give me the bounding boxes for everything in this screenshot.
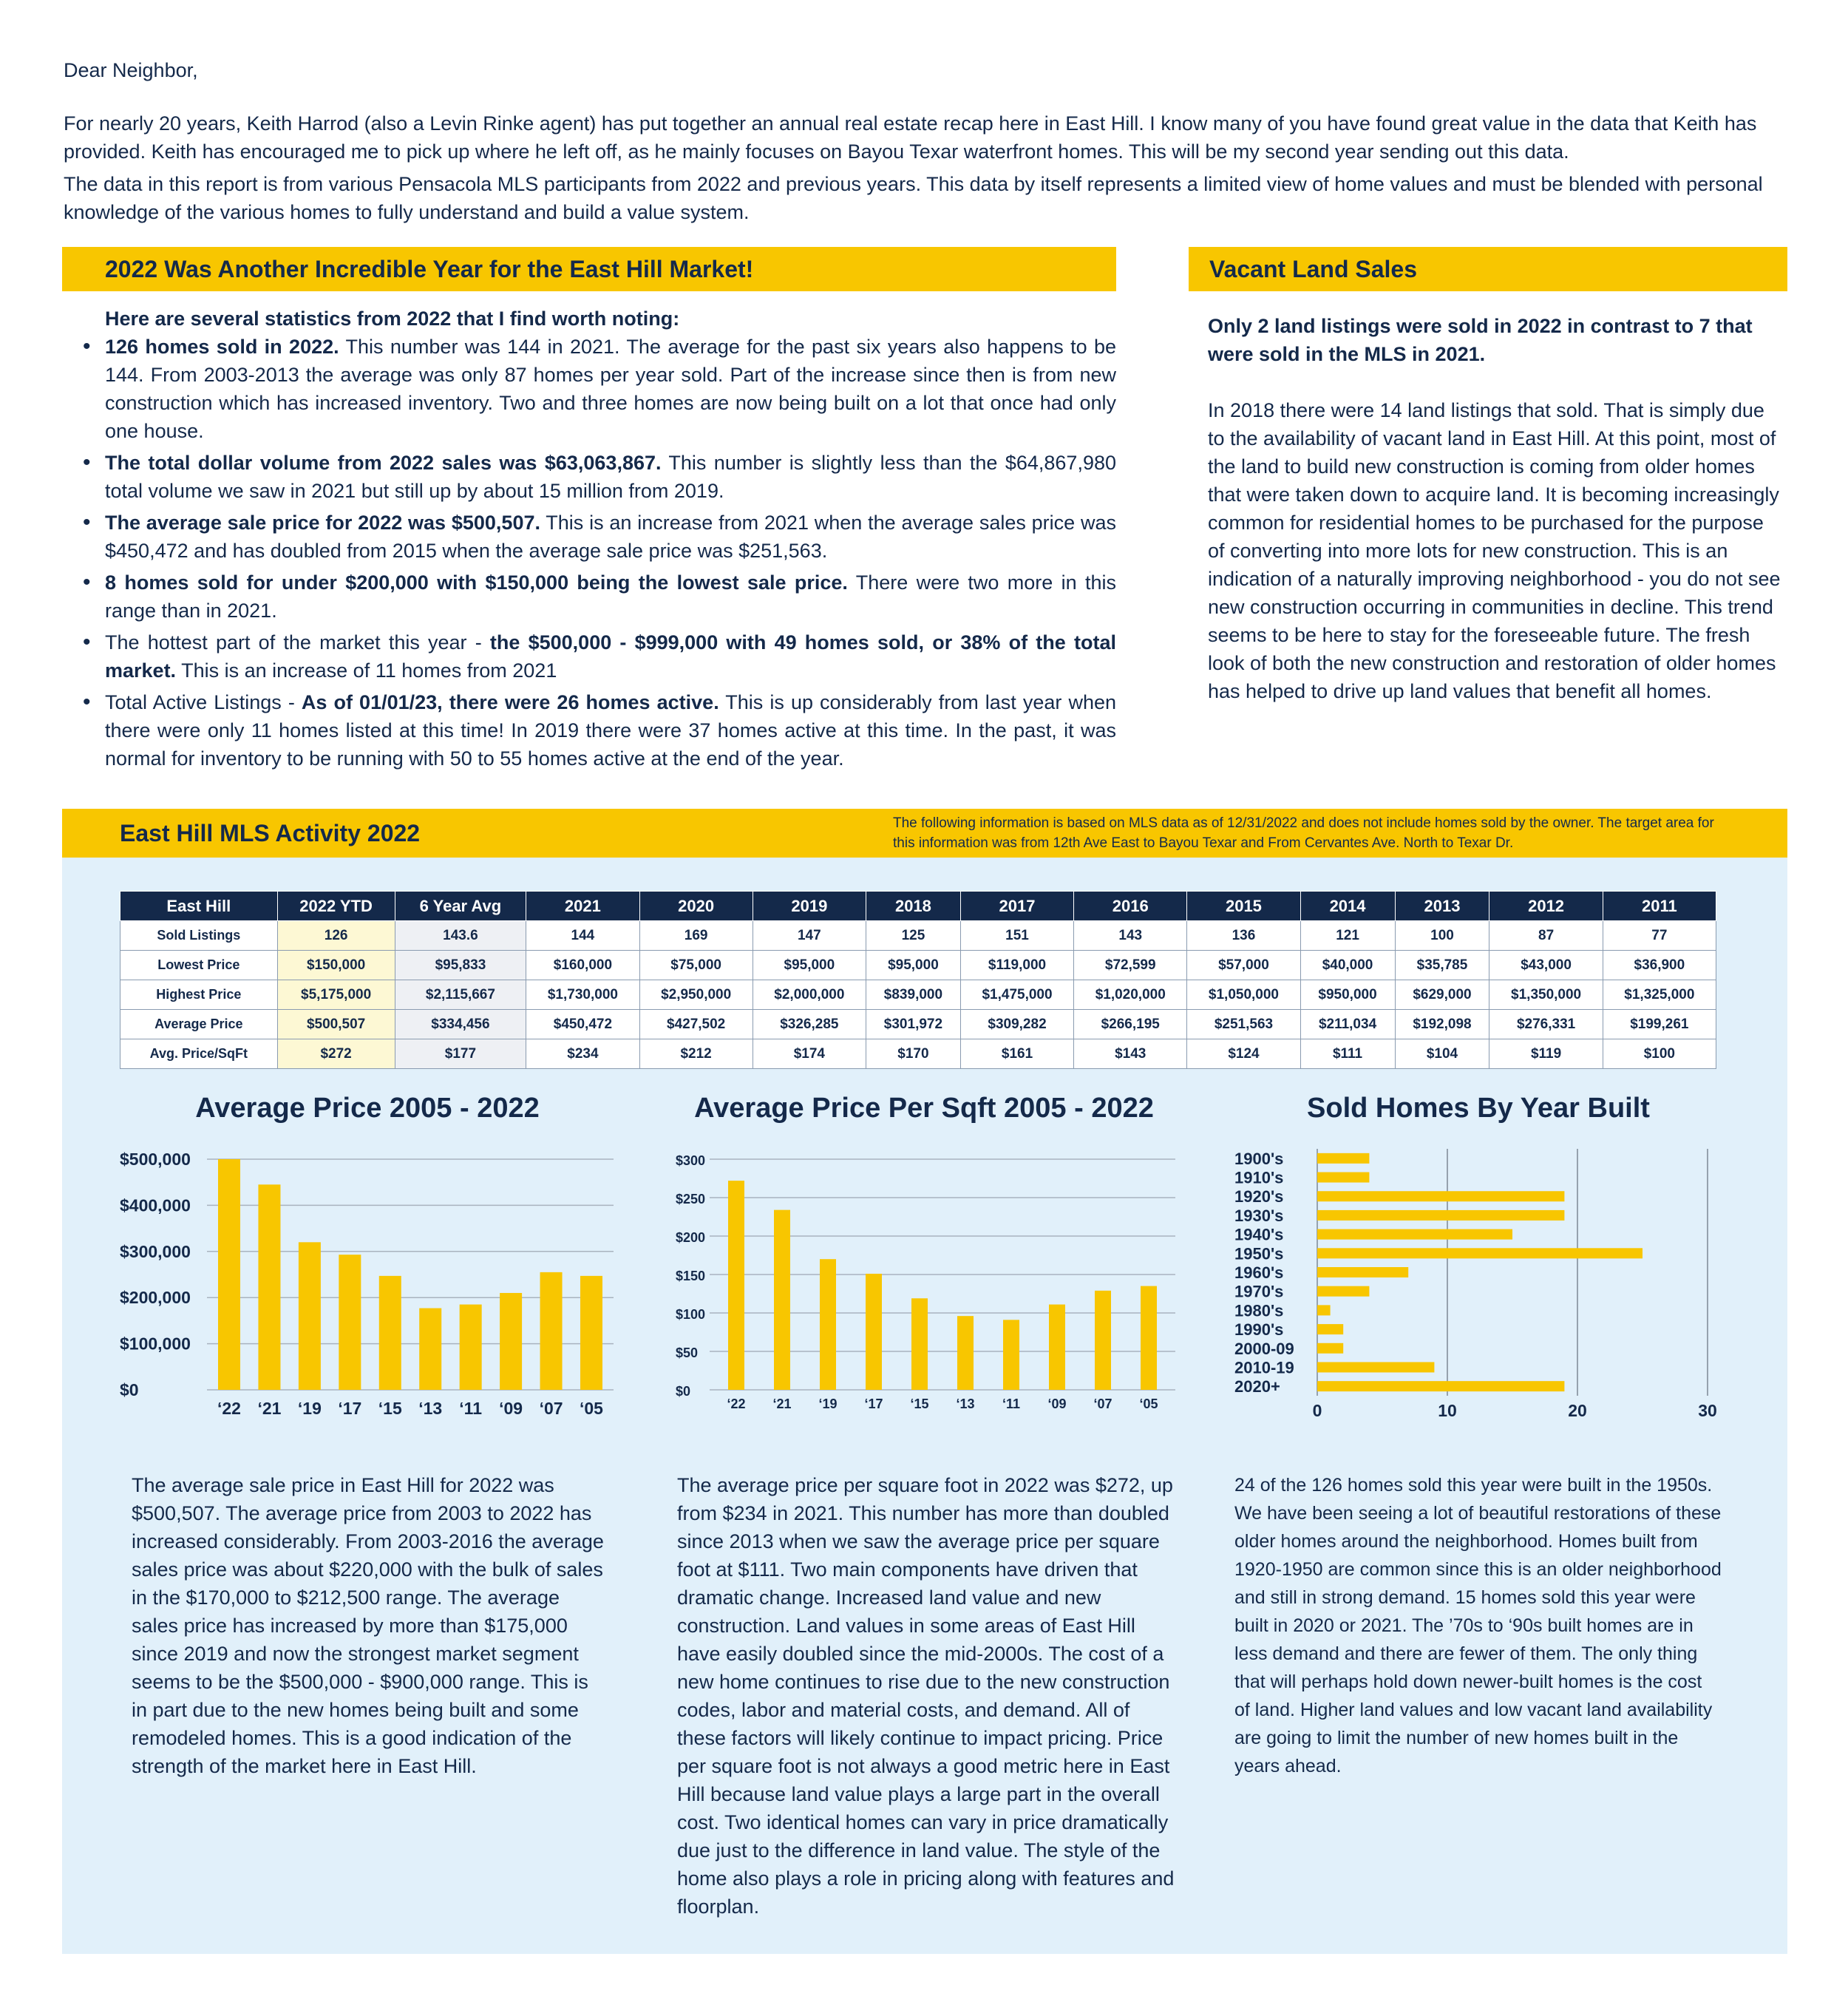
mls-cell: 143 xyxy=(1074,921,1187,951)
y-tick-label: 1940's xyxy=(1234,1225,1284,1244)
x-tick-label: ‘09 xyxy=(1047,1396,1067,1411)
mls-cell: $75,000 xyxy=(639,951,753,980)
bar xyxy=(379,1276,401,1390)
bullet-text: The hottest part of the market this year - xyxy=(105,631,490,654)
table-row xyxy=(120,1039,1716,1069)
bullet-highlight: the $500,000 - $999,000 with 49 homes sold, or 38% of the total market. xyxy=(105,631,1116,682)
x-tick-label: ‘05 xyxy=(1139,1396,1158,1411)
table-row xyxy=(120,1010,1716,1039)
mls-cell: $234 xyxy=(526,1039,639,1069)
mls-cell: $2,000,000 xyxy=(753,980,866,1010)
bar xyxy=(866,1274,882,1390)
market-bullet-list xyxy=(105,333,1116,773)
mls-row-label: Average Price xyxy=(120,1010,278,1039)
mls-column-header: 2016 xyxy=(1074,892,1187,921)
mls-cell: $104 xyxy=(1395,1039,1489,1069)
intro-paragraph-1: For nearly 20 years, Keith Harrod (also a Levin Rinke agent) has put together an annual real estate recap here in East Hill. I know many of you have found great value in the data that Keith has provided. Keith has encouraged me to pick up where he left off, as he mainly focuses on Bayou Texar waterfront homes. This will be my second year sending out this data. xyxy=(64,112,1757,163)
mls-cell: $272 xyxy=(277,1039,395,1069)
x-tick-label: ‘21 xyxy=(257,1399,282,1418)
mls-table xyxy=(120,891,1716,1069)
mls-cell: $1,730,000 xyxy=(526,980,639,1010)
y-tick-label: 1910's xyxy=(1234,1168,1284,1187)
mls-cell: $500,507 xyxy=(277,1010,395,1039)
mls-cell: $177 xyxy=(395,1039,526,1069)
mls-cell: $100 xyxy=(1603,1039,1716,1069)
bullet-text: This is an increase of 11 homes from 2021 xyxy=(176,659,557,682)
y-tick-label: 1950's xyxy=(1234,1244,1284,1263)
mls-cell: $211,034 xyxy=(1300,1010,1395,1039)
land-heading: Vacant Land Sales xyxy=(1189,247,1787,291)
mls-cell: $72,599 xyxy=(1074,951,1187,980)
mls-cell: $212 xyxy=(639,1039,753,1069)
mls-cell: $251,563 xyxy=(1187,1010,1300,1039)
bar xyxy=(1049,1305,1065,1390)
bar xyxy=(1317,1229,1512,1240)
y-tick-label: $50 xyxy=(676,1345,699,1360)
bar xyxy=(957,1316,974,1390)
y-tick-label: 1980's xyxy=(1234,1301,1284,1320)
y-tick-label: $200 xyxy=(676,1230,706,1245)
bar xyxy=(1317,1305,1331,1315)
chart-year-built-title: Sold Homes By Year Built xyxy=(1307,1093,1650,1124)
x-tick-label: 20 xyxy=(1568,1401,1587,1420)
y-tick-label: $250 xyxy=(676,1192,706,1206)
bar xyxy=(1317,1381,1564,1391)
y-tick-label: 2020+ xyxy=(1234,1377,1280,1396)
table-row xyxy=(120,951,1716,980)
mls-column-header: 2017 xyxy=(960,892,1073,921)
market-stats xyxy=(105,305,1116,776)
bar xyxy=(1317,1362,1434,1372)
y-tick-label: 2010-19 xyxy=(1234,1358,1294,1377)
bullet-highlight: 126 homes sold in 2022. xyxy=(105,336,339,358)
mls-cell: $95,833 xyxy=(395,951,526,980)
mls-cell: $174 xyxy=(753,1039,866,1069)
chart-sqft-title: Average Price Per Sqft 2005 - 2022 xyxy=(694,1093,1154,1124)
mls-cell: 136 xyxy=(1187,921,1300,951)
x-tick-label: ‘09 xyxy=(499,1399,523,1418)
mls-row-label: Avg. Price/SqFt xyxy=(120,1039,278,1069)
x-tick-label: ‘11 xyxy=(1002,1396,1021,1411)
mls-row-label: Highest Price xyxy=(120,980,278,1010)
mls-cell: $950,000 xyxy=(1300,980,1395,1010)
bar xyxy=(820,1259,836,1390)
bar xyxy=(1095,1291,1111,1390)
mls-table-body xyxy=(120,921,1716,1069)
x-tick-label: ‘15 xyxy=(378,1399,402,1418)
mls-cell: 121 xyxy=(1300,921,1395,951)
market-bullet xyxy=(105,628,1116,685)
x-tick-label: ‘22 xyxy=(727,1396,746,1411)
mls-row-label: Sold Listings xyxy=(120,921,278,951)
mls-cell: 169 xyxy=(639,921,753,951)
y-tick-label: 1990's xyxy=(1234,1320,1284,1340)
mls-cell: $1,325,000 xyxy=(1603,980,1716,1010)
bar xyxy=(1317,1248,1643,1258)
x-tick-label: ‘11 xyxy=(459,1399,483,1418)
y-tick-label: $200,000 xyxy=(120,1288,191,1308)
mls-row-label: Lowest Price xyxy=(120,951,278,980)
x-tick-label: ‘05 xyxy=(580,1399,603,1418)
mls-cell: $95,000 xyxy=(866,951,960,980)
mls-cell: $170 xyxy=(866,1039,960,1069)
mls-column-header: 2019 xyxy=(753,892,866,921)
avg-price-chart xyxy=(111,1146,628,1434)
mls-cell: $334,456 xyxy=(395,1010,526,1039)
y-tick-label: 1970's xyxy=(1234,1282,1284,1301)
bullet-text: This is up considerably from last year when there were only 11 homes listed at this time! In 2019 there were 37 homes active at this time. In the past, it was normal for inventory to be running with 50 to 55 homes active at the end of the year. xyxy=(105,691,1117,770)
bar xyxy=(1317,1324,1343,1334)
y-tick-label: $100,000 xyxy=(120,1334,191,1354)
x-tick-label: ‘21 xyxy=(772,1396,792,1411)
bar xyxy=(1317,1343,1343,1354)
mls-cell: $95,000 xyxy=(753,951,866,980)
x-tick-label: 30 xyxy=(1698,1401,1717,1420)
mls-cell: $266,195 xyxy=(1074,1010,1187,1039)
chart-avg-price-title: Average Price 2005 - 2022 xyxy=(195,1093,540,1124)
mls-cell: $839,000 xyxy=(866,980,960,1010)
year-built-chart xyxy=(1227,1146,1730,1434)
mls-cell: $143 xyxy=(1074,1039,1187,1069)
mls-cell: $5,175,000 xyxy=(277,980,395,1010)
mls-cell: 144 xyxy=(526,921,639,951)
mls-cell: 126 xyxy=(277,921,395,951)
y-tick-label: 1920's xyxy=(1234,1187,1284,1206)
y-tick-label: 2000-09 xyxy=(1234,1339,1294,1358)
bar xyxy=(1317,1153,1369,1164)
market-bullet xyxy=(105,509,1116,565)
bullet-text: Total Active Listings - xyxy=(105,691,302,713)
bar xyxy=(419,1309,441,1390)
x-tick-label: ‘17 xyxy=(338,1399,362,1418)
bar xyxy=(258,1184,280,1390)
mls-cell: $161 xyxy=(960,1039,1073,1069)
mls-cell: $1,350,000 xyxy=(1489,980,1603,1010)
mls-cell: $43,000 xyxy=(1489,951,1603,980)
mls-cell: $119 xyxy=(1489,1039,1603,1069)
mls-note: The following information is based on MLS data as of 12/31/2022 and does not include homes sold by the owner. The target area for this information was from 12th Ave East to Bayou Texar and From Cervantes Ave. North to Texar Dr. xyxy=(893,815,1714,851)
bar xyxy=(1317,1172,1369,1183)
mls-cell: $40,000 xyxy=(1300,951,1395,980)
bullet-highlight: 8 homes sold for under $200,000 with $150,000 being the lowest sale price. xyxy=(105,571,848,594)
market-lead: Here are several statistics from 2022 that I find worth noting: xyxy=(105,308,680,330)
mls-cell: 87 xyxy=(1489,921,1603,951)
bar xyxy=(728,1181,744,1390)
bar xyxy=(218,1159,240,1390)
y-tick-label: 1900's xyxy=(1234,1149,1284,1168)
mls-column-header: 2018 xyxy=(866,892,960,921)
x-tick-label: ‘22 xyxy=(217,1399,241,1418)
mls-heading: East Hill MLS Activity 2022 xyxy=(120,820,421,846)
x-tick-label: 0 xyxy=(1312,1401,1322,1420)
bar xyxy=(540,1272,563,1390)
x-tick-label: ‘07 xyxy=(539,1399,563,1418)
sqft-price-chart xyxy=(665,1146,1183,1434)
mls-cell: $160,000 xyxy=(526,951,639,980)
mls-cell: $301,972 xyxy=(866,1010,960,1039)
land-body: In 2018 there were 14 land listings that sold. That is simply due to the availability of vacant land in East Hill. At this point, most of the land to build new construction is coming from older homes that were taken down to acquire land. It is becoming increasingly common for residential homes to be purchased for the purpose of converting into more lots for new construction. This is an indication of a naturally improving neighborhood - you do not see new construction occurring in communities in decline. This trend seems to be here to stay for the foreseeable future. The fresh look of both the new construction and restoration of older homes has helped to drive up land values that benefit all homes. xyxy=(1208,399,1781,702)
mls-column-header: 2013 xyxy=(1395,892,1489,921)
greeting: Dear Neighbor, xyxy=(64,59,198,81)
bullet-text: This number is slightly less than the $64,867,980 total volume we saw in 2021 but still up by about 15 million from 2019. xyxy=(105,452,1116,502)
x-tick-label: ‘19 xyxy=(297,1399,322,1418)
mls-cell: $192,098 xyxy=(1395,1010,1489,1039)
bar xyxy=(911,1298,928,1390)
table-row xyxy=(120,921,1716,951)
mls-cell: $1,020,000 xyxy=(1074,980,1187,1010)
mls-cell: 125 xyxy=(866,921,960,951)
y-tick-label: $0 xyxy=(120,1380,139,1399)
bar xyxy=(1141,1286,1157,1390)
bullet-highlight: The average sale price for 2022 was $500,507. xyxy=(105,512,540,534)
mls-column-header: 2022 YTD xyxy=(277,892,395,921)
mls-cell: $199,261 xyxy=(1603,1010,1716,1039)
avg-price-description: The average sale price in East Hill for 2022 was $500,507. The average price from 2003 to 2022 has increased considerably. From 2003-2016 the average sales price was about $220,000 with the bulk of sales in the $170,000 to $212,500 range. The average sales price has increased by more than $175,000 since 2019 and now the strongest market segment seems to be the $500,000 - $900,000 range. This is in part due to the new homes being built and some remodeled homes. This is a good indication of the strength of the market here in East Hill. xyxy=(132,1474,604,1777)
bar xyxy=(580,1276,602,1390)
mls-column-header: 2021 xyxy=(526,892,639,921)
y-tick-label: $400,000 xyxy=(120,1195,191,1215)
sqft-description: The average price per square foot in 2022 was $272, up from $234 in 2021. This number has more than doubled since 2013 when we saw the average price per square foot at $111. Two main components have driven that dramatic change. Increased land value and new construction. Land values in some areas of East Hill have easily doubled since the mid-2000s. The cost of a new home continues to rise due to the new construction codes, labor and material costs, and demand. All of these factors will likely continue to impact pricing. Price per square foot is not always a good metric here in East Hill because land value plays a large part in the overall cost. Two identical homes can vary in price dramatically due just to the difference in land value. The style of the home also plays a role in pricing along with features and floorplan. xyxy=(677,1474,1175,1918)
bar xyxy=(1003,1320,1019,1390)
mls-column-header: 2020 xyxy=(639,892,753,921)
mls-column-header: East Hill xyxy=(120,892,278,921)
bullet-highlight: The total dollar volume from 2022 sales was $63,063,867. xyxy=(105,452,662,474)
mls-cell: $326,285 xyxy=(753,1010,866,1039)
mls-cell: $2,950,000 xyxy=(639,980,753,1010)
bullet-highlight: As of 01/01/23, there were 26 homes active. xyxy=(301,691,719,713)
mls-cell: $1,050,000 xyxy=(1187,980,1300,1010)
mls-cell: 77 xyxy=(1603,921,1716,951)
mls-column-header: 2012 xyxy=(1489,892,1603,921)
mls-cell: $150,000 xyxy=(277,951,395,980)
mls-cell: $276,331 xyxy=(1489,1010,1603,1039)
mls-cell: 147 xyxy=(753,921,866,951)
bar xyxy=(460,1305,482,1390)
x-tick-label: 10 xyxy=(1438,1401,1457,1420)
x-tick-label: ‘13 xyxy=(956,1396,975,1411)
market-bullet xyxy=(105,333,1116,445)
x-tick-label: ‘15 xyxy=(910,1396,929,1411)
mls-table-header xyxy=(120,892,1716,921)
mls-cell: $309,282 xyxy=(960,1010,1073,1039)
market-bullet xyxy=(105,449,1116,505)
mls-cell: $35,785 xyxy=(1395,951,1489,980)
mls-column-header: 2011 xyxy=(1603,892,1716,921)
mls-cell: $427,502 xyxy=(639,1010,753,1039)
mls-cell: $124 xyxy=(1187,1039,1300,1069)
mls-column-header: 6 Year Avg xyxy=(395,892,526,921)
y-tick-label: $300,000 xyxy=(120,1241,191,1261)
mls-cell: $450,472 xyxy=(526,1010,639,1039)
mls-cell: $36,900 xyxy=(1603,951,1716,980)
bullet-text: This number was 144 in 2021. The average for the past six years also happens to be 144. From 2003-2013 the average was only 87 homes per year sold. Part of the increase since then is from new construction which has increased inventory. Two and three homes are now being built on a lot that once had only one house. xyxy=(105,336,1116,442)
y-tick-label: $0 xyxy=(676,1384,691,1399)
mls-cell: $111 xyxy=(1300,1039,1395,1069)
x-tick-label: ‘07 xyxy=(1093,1396,1112,1411)
table-row xyxy=(120,980,1716,1010)
y-tick-label: $300 xyxy=(676,1153,706,1168)
x-tick-label: ‘17 xyxy=(864,1396,883,1411)
bar xyxy=(500,1293,522,1390)
bar xyxy=(1317,1286,1369,1297)
mls-column-header: 2014 xyxy=(1300,892,1395,921)
mls-cell: $57,000 xyxy=(1187,951,1300,980)
bullet-text: This is an increase from 2021 when the average sales price was $450,472 and has doubled from 2015 when the average sale price was $251,563. xyxy=(105,512,1116,562)
y-tick-label: $500,000 xyxy=(120,1150,191,1169)
bar xyxy=(299,1242,321,1390)
market-bullet xyxy=(105,569,1116,625)
y-tick-label: $150 xyxy=(676,1269,706,1283)
mls-cell: 100 xyxy=(1395,921,1489,951)
mls-cell: $629,000 xyxy=(1395,980,1489,1010)
market-heading: 2022 Was Another Incredible Year for the East Hill Market! xyxy=(62,247,1116,291)
mls-column-header: 2015 xyxy=(1187,892,1300,921)
x-tick-label: ‘19 xyxy=(818,1396,838,1411)
bar xyxy=(1317,1191,1564,1201)
mls-cell: 143.6 xyxy=(395,921,526,951)
intro-paragraph-2: The data in this report is from various Pensacola MLS participants from 2022 and previous years. This data by itself represents a limited view of home values and must be blended with personal knowledge of the various homes to fully understand and build a value system. xyxy=(64,173,1763,223)
y-tick-label: 1960's xyxy=(1234,1263,1284,1282)
bar xyxy=(1317,1210,1564,1221)
mls-cell: $1,475,000 xyxy=(960,980,1073,1010)
mls-cell: $2,115,667 xyxy=(395,980,526,1010)
y-tick-label: $100 xyxy=(676,1307,706,1322)
mls-cell: 151 xyxy=(960,921,1073,951)
land-lead: Only 2 land listings were sold in 2022 in contrast to 7 that were sold in the MLS in 2021. xyxy=(1208,315,1753,365)
bar xyxy=(774,1210,790,1390)
bar xyxy=(1317,1267,1408,1277)
mls-cell: $119,000 xyxy=(960,951,1073,980)
market-bullet xyxy=(105,688,1116,773)
year-built-description: 24 of the 126 homes sold this year were built in the 1950s. We have been seeing a lot of beautiful restorations of these older homes around the neighborhood. Homes built from 1920-1950 are common since this is an older neighborhood and still in strong demand. 15 homes sold this year were built in 2020 or 2021. The ’70s to ‘90s built homes are in less demand and there are fewer of them. The only thing that will perhaps hold down newer-built homes is the cost of land. Higher land values and low vacant land availability are going to limit the number of new homes built in the years ahead. xyxy=(1234,1475,1722,1776)
x-tick-label: ‘13 xyxy=(418,1399,443,1418)
bullet-text: There were two more in this range than in 2021. xyxy=(105,571,1116,622)
bar xyxy=(339,1255,361,1390)
y-tick-label: 1930's xyxy=(1234,1206,1284,1225)
